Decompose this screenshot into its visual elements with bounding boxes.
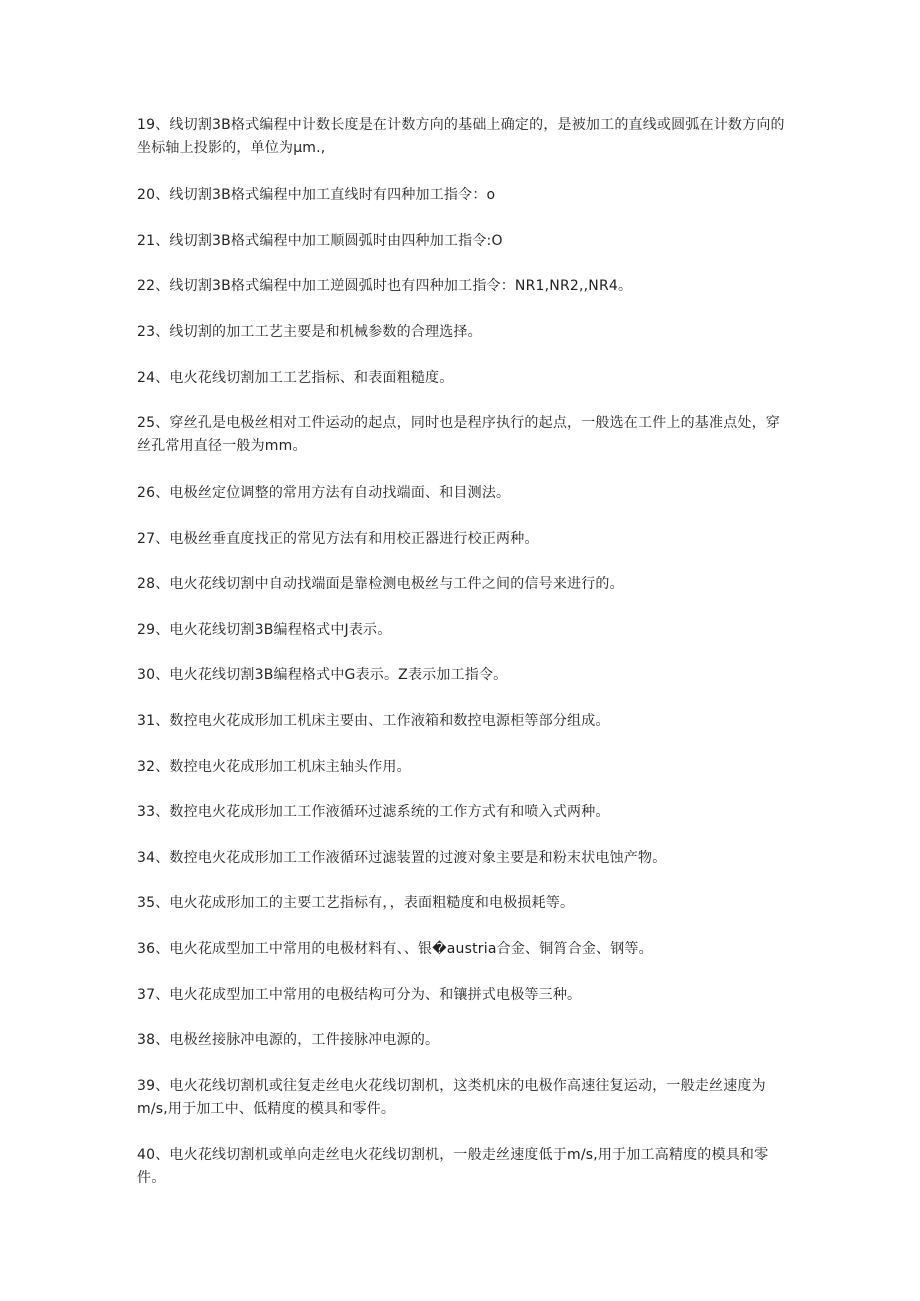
question-32: 32、数控电火花成形加工机床主轴头作用。 bbox=[137, 759, 411, 775]
question-27: 27、电极丝垂直度找正的常见方法有和用校正器进行校正两种。 bbox=[137, 531, 539, 547]
question-33: 33、数控电火花成形加工工作液循环过滤系统的工作方式有和喷入式两种。 bbox=[137, 804, 610, 820]
question-36: 36、电火花成型加工中常用的电极材料有、、银�austria合金、铜筲合金、钢等。 bbox=[137, 941, 653, 957]
question-24: 24、电火花线切割加工工艺指标、和表面粗糙度。 bbox=[137, 370, 454, 386]
question-39: 39、电火花线切割机或往复走丝电火花线切割机，这类机床的电极作高速往复运动，一般走丝速度为m/s,用于加工中、低精度的模具和零件。 bbox=[137, 1078, 766, 1117]
question-30: 30、电火花线切割3B编程格式中G表示。Z表示加工指令。 bbox=[137, 667, 508, 683]
question-29: 29、电火花线切割3B编程格式中J表示。 bbox=[137, 622, 392, 638]
question-31: 31、数控电火花成形加工机床主要由、工作液箱和数控电源柜等部分组成。 bbox=[137, 713, 610, 729]
question-38: 38、电极丝接脉冲电源的，工件接脉冲电源的。 bbox=[137, 1032, 440, 1048]
question-34: 34、数控电火花成形加工工作液循环过滤装置的过渡对象主要是和粉末状电蚀产物。 bbox=[137, 850, 667, 866]
question-40: 40、电火花线切割机或单向走丝电火花线切割机，一般走丝速度低于m/s,用于加工高精度的模具和零件。 bbox=[137, 1147, 769, 1186]
question-22: 22、线切割3B格式编程中加工逆圆弧时也有四种加工指令：NR1,NR2,,NR4。 bbox=[137, 278, 633, 294]
question-21: 21、线切割3B格式编程中加工顺圆弧时由四种加工指令:O bbox=[137, 233, 503, 249]
question-23: 23、线切割的加工工艺主要是和机械参数的合理选择。 bbox=[137, 324, 482, 340]
question-37: 37、电火花成型加工中常用的电极结构可分为、和镶拼式电极等三种。 bbox=[137, 987, 582, 1003]
question-25: 25、穿丝孔是电极丝相对工件运动的起点，同时也是程序执行的起点，一般选在工件上的基准点处，穿丝孔常用直径一般为mm。 bbox=[137, 415, 781, 454]
question-35: 35、电火花成形加工的主要工艺指标有，，表面粗糙度和电极损耗等。 bbox=[137, 895, 575, 911]
question-26: 26、电极丝定位调整的常用方法有自动找端面、和目测法。 bbox=[137, 485, 511, 501]
question-28: 28、电火花线切割中自动找端面是靠检测电极丝与工件之间的信号来进行的。 bbox=[137, 576, 624, 592]
question-20: 20、线切割3B格式编程中加工直线时有四种加工指令：o bbox=[137, 187, 496, 203]
question-19: 19、线切割3B格式编程中计数长度是在计数方向的基础上确定的，是被加工的直线或圆弧在计数方向的坐标轴上投影的，单位为μm., bbox=[137, 117, 785, 156]
